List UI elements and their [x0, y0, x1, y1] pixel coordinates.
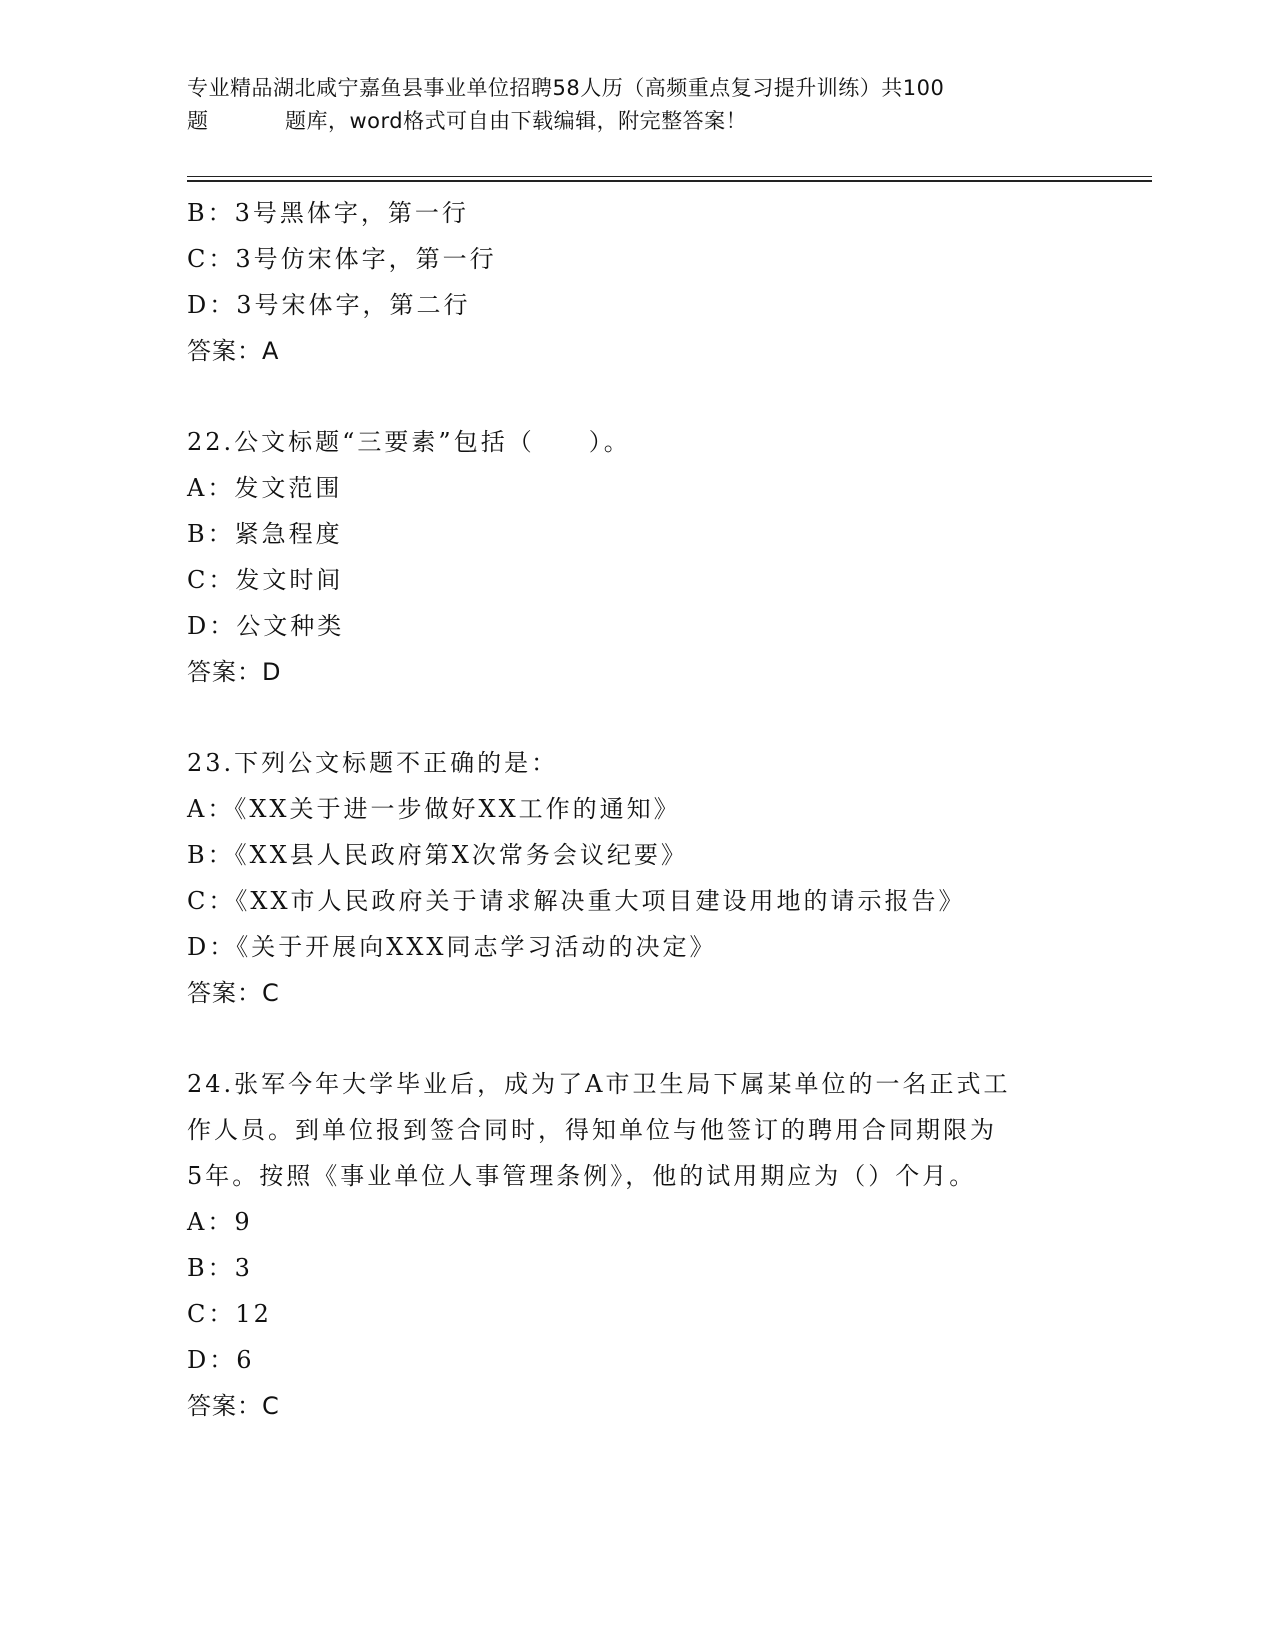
prev-question-block: [187, 190, 1087, 374]
option-line: D：6: [187, 1346, 255, 1374]
option-line: C：《XX市人民政府关于请求解决重大项目建设用地的请示报告》: [187, 887, 966, 915]
option-line: A：《XX关于进一步做好XX工作的通知》: [187, 795, 681, 823]
option-line: C：12: [187, 1300, 272, 1328]
header-title-line-2-rest: 题库，word格式可自由下载编辑，附完整答案！: [285, 109, 748, 133]
spacer: [187, 695, 1087, 740]
option-line: D：3号宋体字，第二行: [187, 291, 471, 319]
option-line: B：3号黑体字，第一行: [187, 199, 469, 227]
header-divider-thick: [187, 180, 1152, 182]
question-block-22: [187, 419, 1087, 695]
spacer: [187, 1016, 1087, 1061]
answer-line: 答案：D: [187, 658, 282, 686]
option-line: B：紧急程度: [187, 520, 343, 548]
question-block-24: [187, 1061, 1087, 1429]
header-divider-thin: [187, 176, 1152, 177]
option-line: C：3号仿宋体字，第一行: [187, 245, 497, 273]
option-line: D：公文种类: [187, 612, 345, 640]
question-stem: 作人员。到单位报到签合同时，得知单位与他签订的聘用合同期限为: [187, 1116, 997, 1144]
answer-line: 答案：A: [187, 337, 280, 365]
question-stem: 22.公文标题“三要素”包括（ ）。: [187, 428, 631, 456]
header-title-line-2: [187, 105, 1087, 138]
question-stem: 5年。按照《事业单位人事管理条例》，他的试用期应为（）个月。: [187, 1162, 977, 1190]
option-line: D：《关于开展向XXX同志学习活动的决定》: [187, 933, 717, 961]
question-content: [187, 190, 1087, 1429]
header-title-line-2-start: 题: [187, 109, 209, 133]
answer-line: 答案：C: [187, 979, 280, 1007]
spacer: [187, 374, 1087, 419]
answer-line: 答案：C: [187, 1392, 280, 1420]
header-title-line-1: 专业精品湖北咸宁嘉鱼县事业单位招聘58人历（高频重点复习提升训练）共100: [187, 76, 945, 100]
option-line: B：《XX县人民政府第X次常务会议纪要》: [187, 841, 688, 869]
option-line: C：发文时间: [187, 566, 344, 594]
question-block-23: [187, 740, 1087, 1016]
document-header: [187, 72, 1087, 138]
question-stem: 24.张军今年大学毕业后，成为了A市卫生局下属某单位的一名正式工: [187, 1070, 1011, 1098]
question-stem: 23.下列公文标题不正确的是：: [187, 749, 559, 777]
option-line: A：发文范围: [187, 474, 343, 502]
option-line: B：3: [187, 1254, 253, 1282]
option-line: A：9: [187, 1208, 253, 1236]
